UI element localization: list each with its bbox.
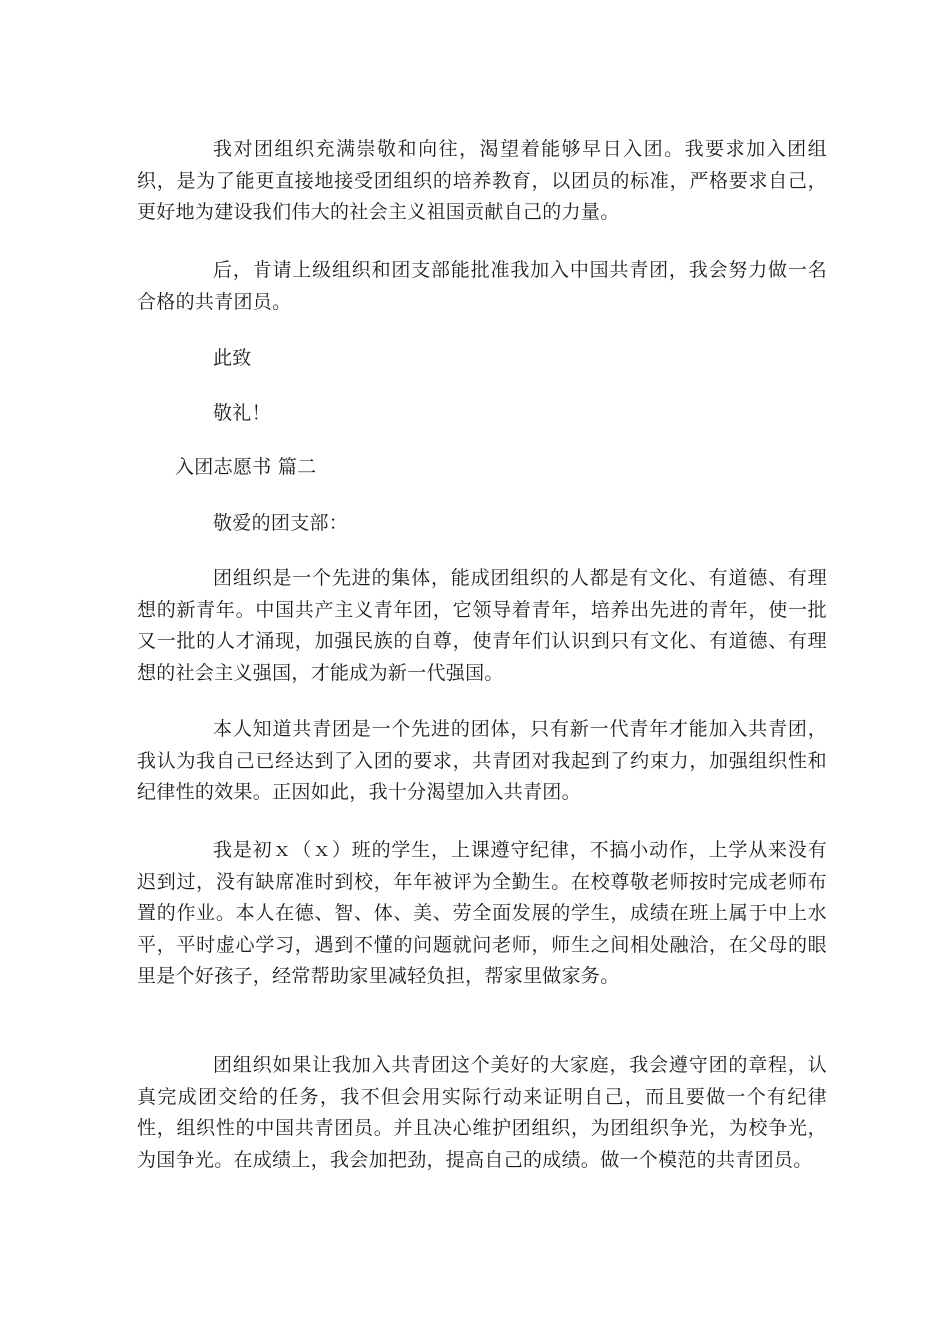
salutation: 敬爱的团支部： <box>213 512 349 534</box>
paragraph-5: 我是初ｘ（ｘ）班的学生，上课遵守纪律，不搞小动作，上学从来没有迟到过，没有缺席准时到校，年年被评为全勤生。在校尊敬老师按时完成老师布置的作业。本人在德、智、体、美、劳全面发展的学生，成绩在班上属于中上水平，平时虚心学习，遇到不懂的问题就问老师，师生之间相处融洽，在父母的眼里是个好孩子，经常帮助家里减轻负担，帮家里做家务。 <box>137 839 827 987</box>
paragraph-3: 团组织是一个先进的集体，能成团组织的人都是有文化、有道德、有理想的新青年。中国共产主义青年团，它领导着青年，培养出先进的青年，使一批又一批的人才涌现，加强民族的自尊，使青年们认识到只有文化、有道德、有理想的社会主义强国，才能成为新一代强国。 <box>137 567 827 684</box>
paragraph-4: 本人知道共青团是一个先进的团体，只有新一代青年才能加入共青团，我认为我自己已经达到了入团的要求，共青团对我起到了约束力，加强组织性和纪律性的效果。正因如此，我十分渴望加入共青团。 <box>137 718 827 803</box>
paragraph-6: 团组织如果让我加入共青团这个美好的大家庭，我会遵守团的章程，认真完成团交给的任务，我不但会用实际行动来证明自己，而且要做一个有纪律性，组织性的中国共青团员。并且决心维护团组织，为团组织争光，为校争光，为国争光。在成绩上，我会加把劲，提高自己的成绩。做一个模范的共青团员。 <box>137 1054 827 1171</box>
section-heading: 入团志愿书 篇二 <box>175 456 317 478</box>
paragraph-1: 我对团组织充满崇敬和向往，渴望着能够早日入团。我要求加入团组织，是为了能更直接地接受团组织的培养教育，以团员的标准，严格要求自己，更好地为建设我们伟大的社会主义祖国贡献自己的力量。 <box>137 138 827 223</box>
paragraph-2: 后，肯请上级组织和团支部能批准我加入中国共青团，我会努力做一名合格的共青团员。 <box>137 259 827 313</box>
closing-cizhi: 此致 <box>213 347 252 369</box>
closing-jingli: 敬礼！ <box>213 402 271 424</box>
